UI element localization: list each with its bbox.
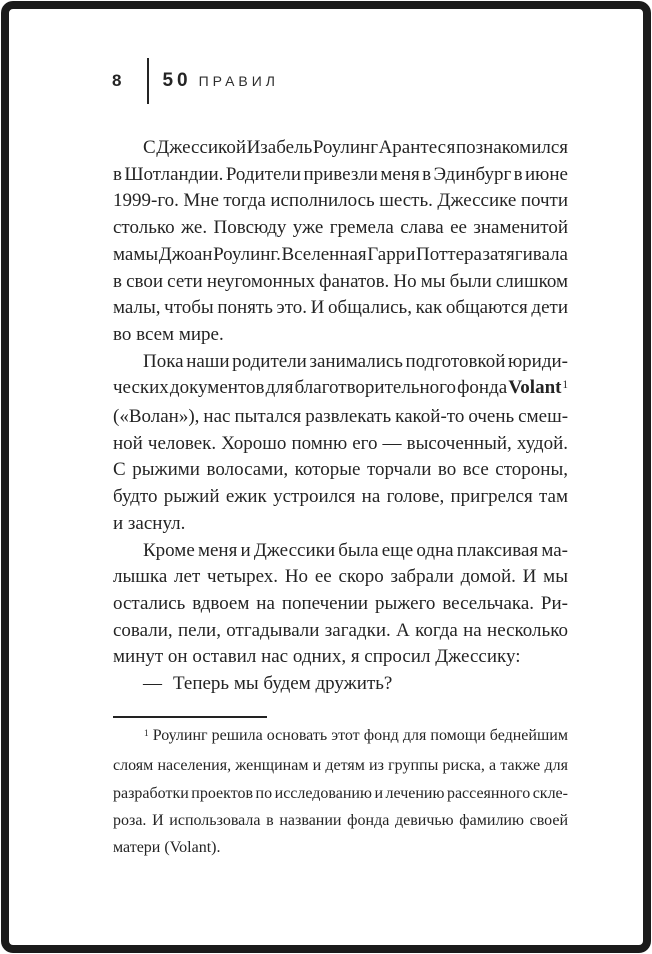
footnote-line: разработки проектов по исследованию и лечению рассеянного скле- <box>113 784 568 802</box>
footnote-line: матери (Volant). <box>113 839 221 857</box>
text-line: С рыжими волосами, которые торчали во все стороны, <box>113 459 568 481</box>
page-number: 8 <box>112 71 123 90</box>
paragraph <box>113 538 568 672</box>
book-title-word: ПРАВИЛ <box>198 73 279 89</box>
text-line: минут он оставил нас одних, я спросил Джессику: <box>113 646 521 668</box>
text-line: малы, чтобы понять это. И общались, как общаются дети <box>113 297 568 319</box>
text-line: ной человек. Хорошо помню его — высоченный, худой. <box>113 432 569 454</box>
text-line: С Джессикой Изабель Роулинг Арантес я познакомился <box>143 137 569 158</box>
paragraph <box>113 349 568 538</box>
dialogue-paragraph <box>113 671 568 698</box>
paragraph <box>113 135 568 349</box>
text-line: остались вдвоем на попечении рыжего весельчака. Ри- <box>113 592 568 614</box>
running-header <box>112 58 279 104</box>
footnote-line: роза. И использовала в названии фонда девичью фамилию своей <box>113 811 569 829</box>
footnote-rule <box>113 716 267 718</box>
footnote-line: слоям населения, женщинам и детям из группы риска, а также для <box>113 757 568 775</box>
text-line: в свои сети неугомонных фанатов. Но мы были слишком <box>113 270 569 292</box>
text-line: столько же. Повсюду уже гремела слава ее знаменитой <box>113 217 568 239</box>
footnote-line: $^1$ Роулинг решила основать этот фонд для помощи беднейшим <box>144 727 568 744</box>
text-line: — Теперь мы будем дружить? <box>143 673 393 695</box>
text-line: в Шотландии. Родители привезли меня в Эдинбург в июне <box>113 163 568 185</box>
text-line: Пока наши родители занимались подготовкой юриди- <box>143 350 568 372</box>
book-title-number: 50 <box>162 70 192 91</box>
text-line: ческих документов для благотворительного фонда Volant$^1$ <box>113 377 568 399</box>
header-divider <box>147 58 149 104</box>
body-text <box>113 135 568 698</box>
text-line: будто рыжий ежик устроился на голове, пригрелся там <box>113 486 569 508</box>
text-line: совали, пели, отгадывали загадки. А когда на несколько <box>113 619 568 641</box>
text-line: лышка лет четырех. Но ее скоро забрали домой. И мы <box>113 566 568 588</box>
text-line: мамы Джоан Роулинг. Вселенная Гарри Поттера затягивала <box>113 243 568 265</box>
text-line: («Волан»), нас пытался развлекать какой-то очень смеш- <box>113 406 569 428</box>
text-line: во всем мире. <box>113 323 224 345</box>
text-line: 1999-го. Мне тогда исполнилось шесть. Джессике почти <box>113 190 569 212</box>
footnote <box>113 722 568 861</box>
header-text <box>112 70 279 92</box>
text-line: и заснул. <box>113 512 186 534</box>
text-line: Кроме меня и Джессики была еще одна плаксивая ма- <box>143 539 568 561</box>
